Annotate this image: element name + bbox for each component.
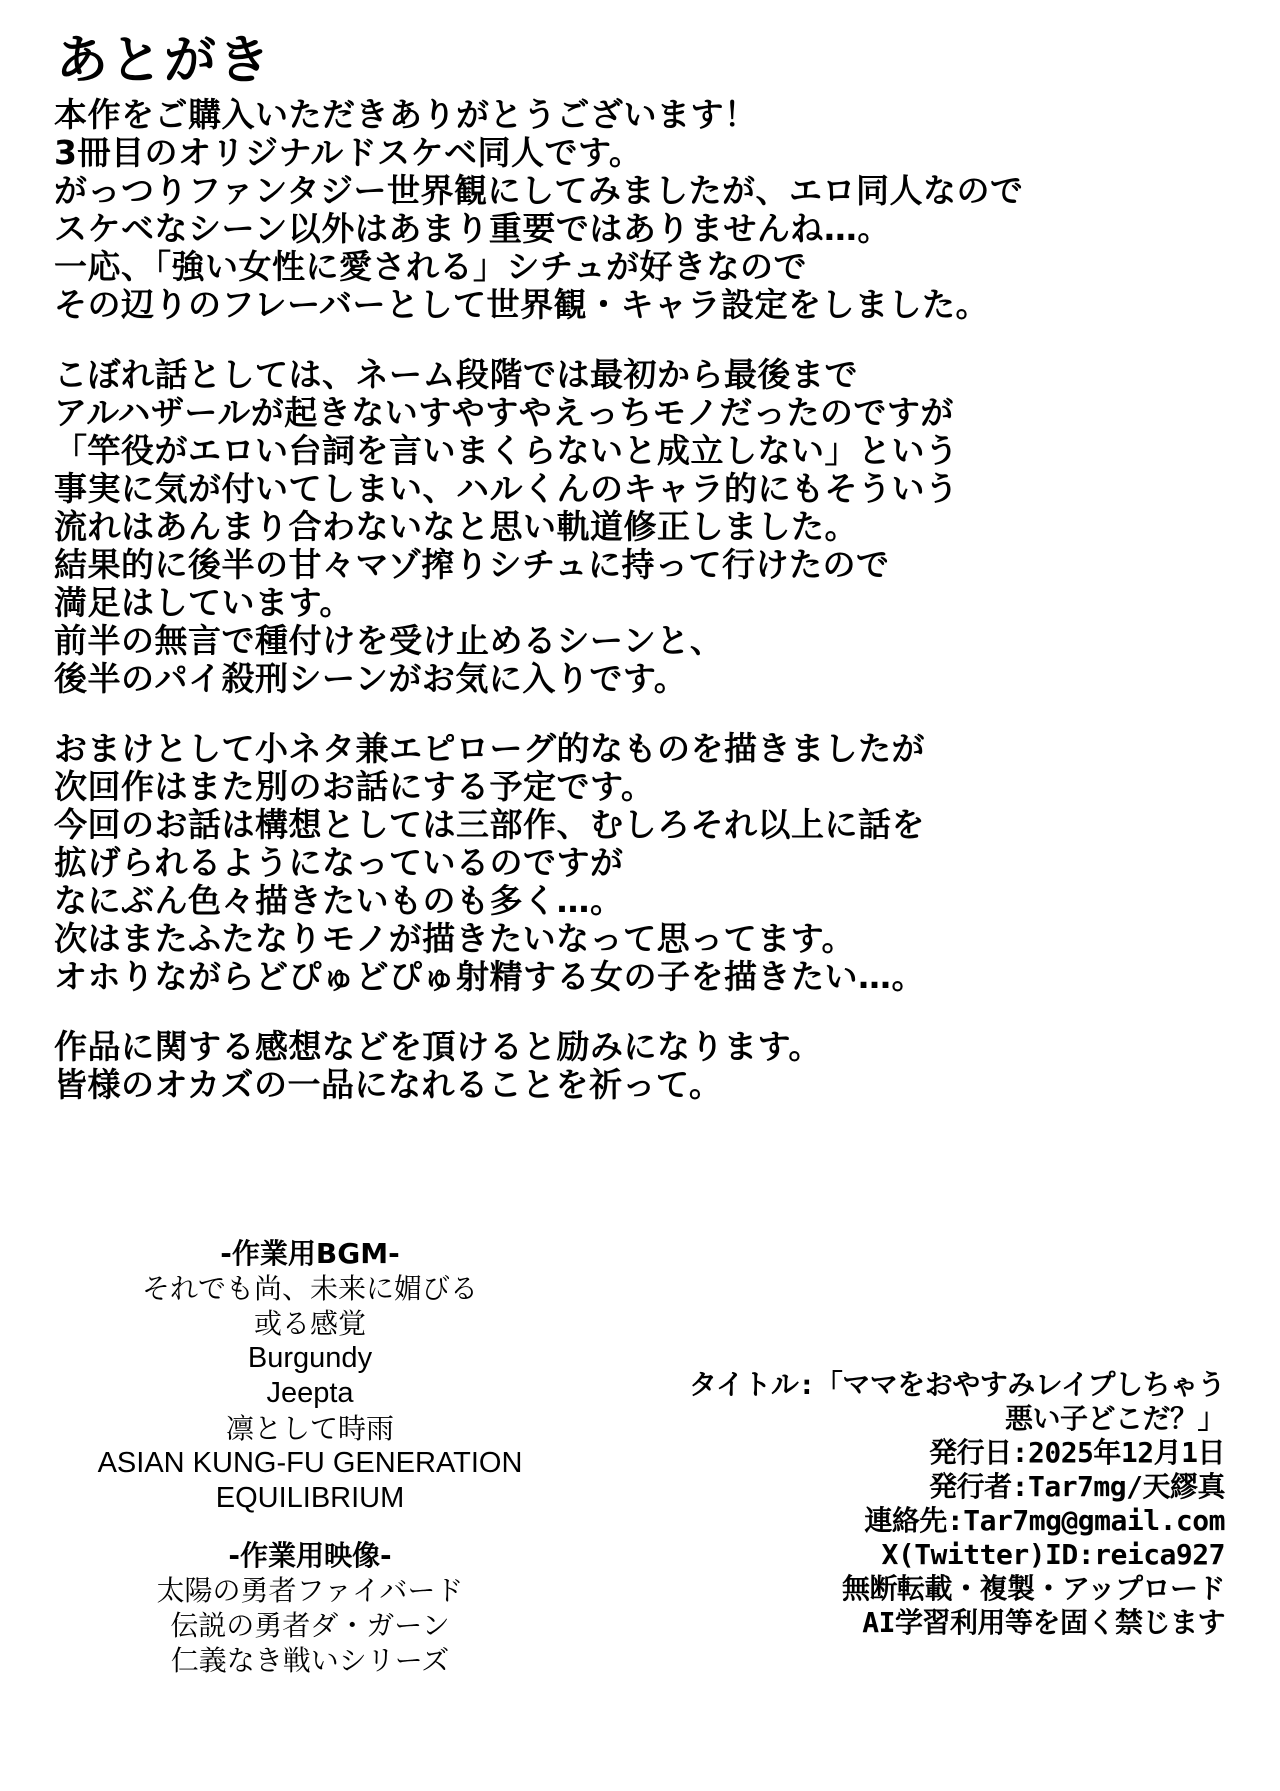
paragraph-2 (54, 356, 1234, 698)
text-line: 皆様のオカズの一品になれることを祈って。 (54, 1065, 723, 1104)
bgm-item: 或る感覚 (253, 1307, 366, 1340)
colophon-publisher: 発行者:Tar7mg/天繆真 (929, 1470, 1225, 1503)
colophon-twitter: X(Twitter)ID:reica927 (881, 1538, 1225, 1571)
bgm-item: EQUILIBRIUM (215, 1482, 405, 1514)
colophon-notice-ai: AI学習利用等を固く禁じます (862, 1606, 1225, 1639)
colophon-title-cont: 悪い子どこだ？」 (1004, 1402, 1225, 1435)
text-line: なにぶん色々描きたいものも多く…。 (54, 881, 624, 920)
text-line: 作品に関する感想などを頂けると励みになります。 (54, 1027, 822, 1066)
afterword-body (54, 96, 1234, 1136)
paragraph-4 (54, 1028, 1234, 1104)
text-line: 本作をご購入いただきありがとうございます！ (54, 95, 758, 134)
work-credits (40, 1236, 580, 1678)
colophon-date: 発行日:2025年12月1日 (929, 1436, 1225, 1469)
text-line: 前半の無言で種付けを受け止めるシーンと、 (54, 621, 724, 660)
bgm-item: Burgundy (247, 1342, 373, 1374)
text-line: 次回作はまた別のお話にする予定です。 (54, 767, 655, 806)
bgm-item: Jeepta (266, 1377, 354, 1409)
text-line: 結果的に後半の甘々マゾ搾りシチュに持って行けたので (54, 545, 890, 584)
page-title: あとがき (56, 31, 273, 91)
bgm-item: 凛として時雨 (225, 1412, 394, 1445)
colophon-notice: 無断転載・複製・アップロード (841, 1572, 1225, 1605)
bgm-heading: -作業用BGM- (220, 1237, 400, 1270)
paragraph-1 (54, 96, 1234, 324)
text-line: 後半のパイ殺刑シーンがお気に入りです。 (54, 659, 688, 698)
text-line: こぼれ話としては、ネーム段階では最初から最後まで (54, 355, 858, 394)
text-line: オホりながらどぴゅどぴゅ射精する女の子を描きたい…。 (54, 957, 925, 996)
video-item: 伝説の勇者ダ・ガーン (170, 1609, 450, 1642)
text-line: 流れはあんまり合わないなと思い軌道修正しました。 (54, 507, 858, 546)
text-line: アルハザールが起きないすやすやえっちモノだったのですが (54, 393, 954, 432)
bgm-item: ASIAN KUNG-FU GENERATION (97, 1447, 523, 1479)
text-line: その辺りのフレーバーとして世界観・キャラ設定をしました。 (54, 285, 990, 324)
video-item: 太陽の勇者ファイバード (156, 1574, 464, 1607)
bgm-item: それでも尚、未来に媚びる (141, 1272, 478, 1305)
colophon-title: タイトル:「ママをおやすみレイプしちゃう (688, 1368, 1225, 1401)
text-line: おまけとして小ネタ兼エピローグ的なものを描きましたが (54, 729, 925, 768)
video-item: 仁義なき戦いシリーズ (170, 1644, 450, 1677)
text-line: 3冊目のオリジナルドスケベ同人です。 (54, 133, 643, 172)
text-line: 事実に気が付いてしまい、ハルくんのキャラ的にもそういう (54, 469, 959, 508)
colophon-contact: 連絡先:Tar7mg@gmail.com (864, 1504, 1225, 1537)
text-line: 次はまたふたなりモノが描きたいなって思ってます。 (54, 919, 856, 958)
text-line: 一応、「強い女性に愛される」シチュが好きなので (54, 247, 808, 286)
text-line: 拡げられるようになっているのですが (54, 843, 624, 882)
colophon (605, 1368, 1225, 1640)
text-line: 今回のお話は構想としては三部作、むしろそれ以上に話を (54, 805, 925, 844)
text-line: 満足はしています。 (54, 583, 353, 622)
video-heading: -作業用映像- (228, 1539, 392, 1572)
text-line: がっつりファンタジー世界観にしてみましたが、エロ同人なので (54, 171, 1024, 210)
text-line: 「竿役がエロい台詞を言いまくらないと成立しない」という (54, 431, 959, 470)
text-line: スケベなシーン以外はあまり重要ではありませんね…。 (54, 209, 891, 248)
paragraph-3 (54, 730, 1234, 996)
